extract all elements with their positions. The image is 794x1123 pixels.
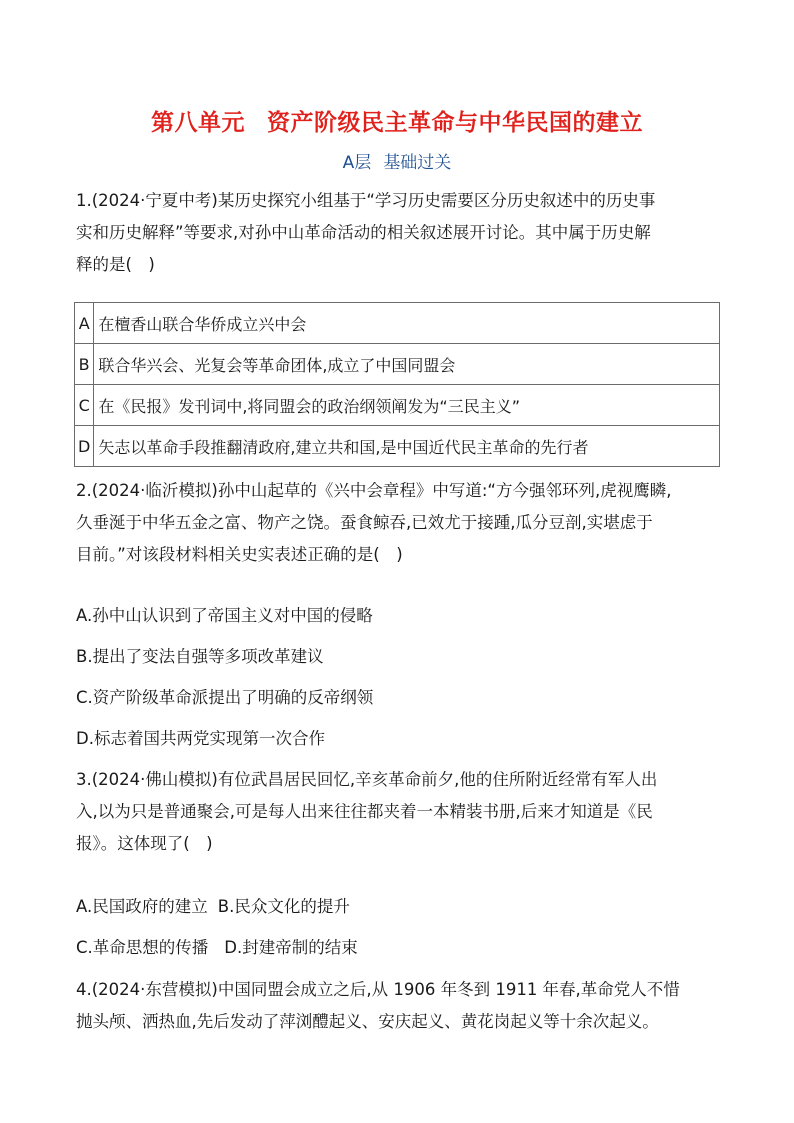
question-line: 2.(2024·临沂模拟)孙中山起草的《兴中会章程》中写道:“方今强邻环列,虎视鹰瞵, xyxy=(76,481,672,500)
question-2-stem xyxy=(76,475,726,571)
question-2-option-d[interactable]: D.标志着国共两党实现第一次合作 xyxy=(76,729,325,748)
question-2-option-c[interactable]: C.资产阶级革命派提出了明确的反帝纲领 xyxy=(76,688,374,707)
unit-name: 资产阶级民主革命与中华民国的建立 xyxy=(267,110,643,136)
question-3-options-row-1 xyxy=(76,895,350,919)
question-line: 释的是( ) xyxy=(76,255,155,274)
question-line: 抛头颅、洒热血,先后发动了萍浏醴起义、安庆起义、黄花岗起义等十余次起义。 xyxy=(76,1012,659,1031)
option-letter: C xyxy=(75,385,94,426)
question-line: 目前。”对该段材料相关史实表述正确的是( ) xyxy=(76,545,403,564)
question-line: 3.(2024·佛山模拟)有位武昌居民回忆,辛亥革命前夕,他的住所附近经常有军人出 xyxy=(76,770,658,789)
option-letter: D xyxy=(75,426,94,467)
question-line: 4.(2024·东营模拟)中国同盟会成立之后,从 1906 年冬到 1911 年春,革命党人不惜 xyxy=(76,980,680,999)
question-line: 入,以为只是普通聚会,可是每人出来往往都夹着一本精装书册,后来才知道是《民 xyxy=(76,802,653,821)
level-label: A层 xyxy=(342,153,372,173)
unit-number: 第八单元 xyxy=(151,110,245,136)
option-text: 在檀香山联合华侨成立兴中会 xyxy=(94,303,720,344)
question-3-option-d[interactable]: D.封建帝制的结束 xyxy=(224,938,358,957)
question-line: 报》。这体现了( ) xyxy=(76,834,213,853)
question-3-stem xyxy=(76,764,726,860)
option-row[interactable] xyxy=(75,303,720,344)
option-text: 在《民报》发刊词中,将同盟会的政治纲领阐发为“三民主义” xyxy=(94,385,720,426)
level-heading xyxy=(0,148,794,173)
question-4-stem xyxy=(76,974,726,1038)
question-3-option-c[interactable]: C.革命思想的传播 xyxy=(76,938,209,957)
question-3-options-row-2 xyxy=(76,936,358,960)
option-text: 联合华兴会、光复会等革命团体,成立了中国同盟会 xyxy=(94,344,720,385)
question-line: 1.(2024·宁夏中考)某历史探究小组基于“学习历史需要区分历史叙述中的历史事 xyxy=(76,191,656,210)
option-row[interactable] xyxy=(75,344,720,385)
question-3-option-a[interactable]: A.民国政府的建立 xyxy=(76,897,208,916)
option-text: 矢志以革命手段推翻清政府,建立共和国,是中国近代民主革命的先行者 xyxy=(94,426,720,467)
question-3-option-b[interactable]: B.民众文化的提升 xyxy=(217,897,350,916)
question-1-stem xyxy=(76,185,726,281)
question-line: 久垂涎于中华五金之富、物产之饶。蚕食鲸吞,已效尤于接踵,瓜分豆剖,实堪虑于 xyxy=(76,513,653,532)
option-row[interactable] xyxy=(75,385,720,426)
question-line: 实和历史解释”等要求,对孙中山革命活动的相关叙述展开讨论。其中属于历史解 xyxy=(76,223,651,242)
option-row[interactable] xyxy=(75,426,720,467)
question-1-options-table xyxy=(74,302,720,467)
question-2-option-a[interactable]: A.孙中山认识到了帝国主义对中国的侵略 xyxy=(76,606,373,625)
question-2-option-b[interactable]: B.提出了变法自强等多项改革建议 xyxy=(76,647,324,666)
option-letter: B xyxy=(75,344,94,385)
level-name: 基础过关 xyxy=(383,153,452,173)
unit-title xyxy=(0,104,794,137)
option-letter: A xyxy=(75,303,94,344)
